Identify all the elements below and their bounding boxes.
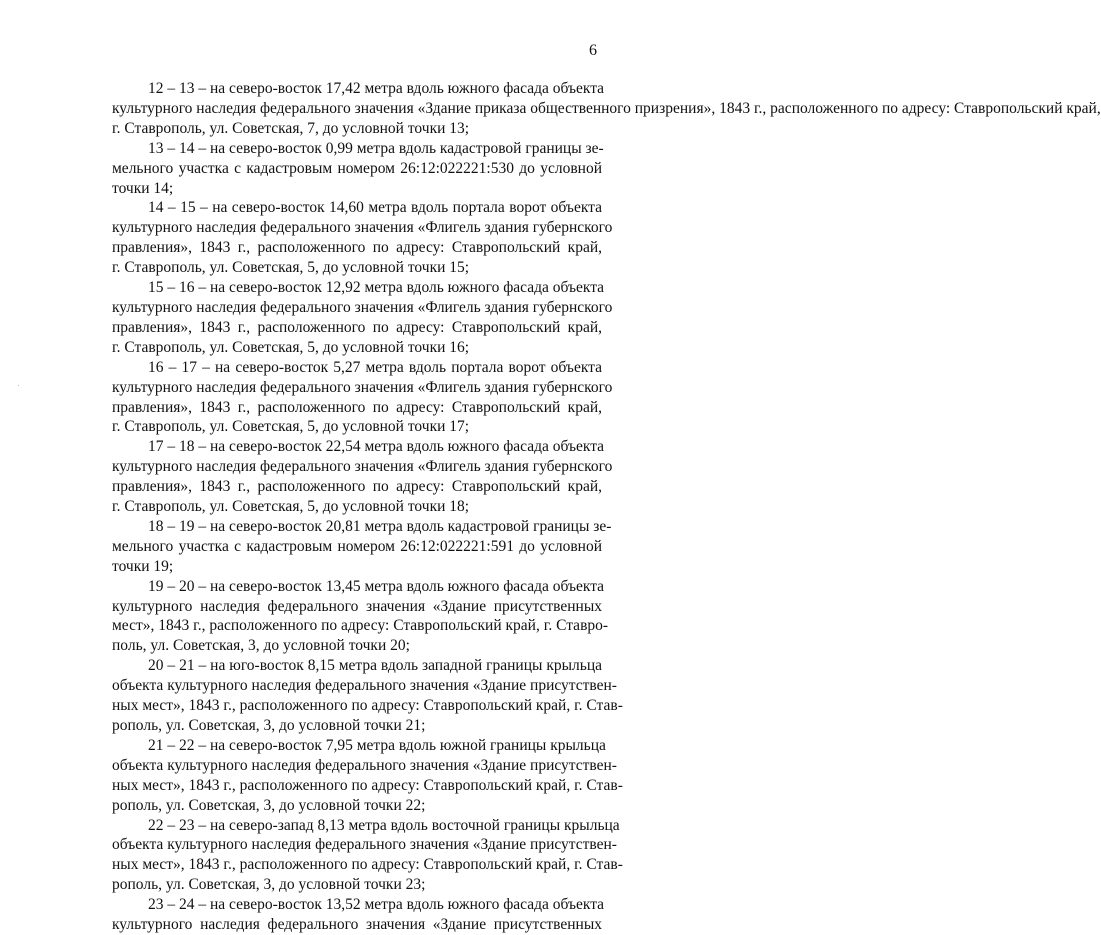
text-line: 12 – 13 – на северо-восток 17,42 метра вдоль южного фасада объекта	[148, 80, 605, 97]
text-line: объекта культурного наследия федерального значения «Здание присутствен-	[112, 677, 617, 695]
text-line: 14 – 15 – на северо-восток 14,60 метра вдоль портала ворот объекта	[148, 199, 602, 217]
text-line: культурного наследия федерального значения «Флигель здания губернского	[112, 298, 613, 316]
text-line: мест», 1843 г., расположенного по адресу: Ставропольский край, г. Ставро-	[112, 617, 609, 635]
paragraph	[112, 577, 609, 657]
text-line: 22 – 23 – на северо-запад 8,13 метра вдоль восточной границы крыльца	[148, 816, 620, 834]
text-line: г. Ставрополь, ул. Советская, 5, до условной точки 16;	[112, 338, 470, 356]
paragraph	[112, 517, 612, 577]
paragraph	[112, 736, 623, 816]
text-line: рополь, ул. Советская, 3, до условной точки 22;	[112, 796, 426, 814]
paragraph	[112, 139, 602, 199]
text-line: правления», 1843 г., расположенного по адресу: Ставропольский край,	[112, 478, 602, 496]
page-number: 6	[589, 42, 597, 59]
text-line: рополь, ул. Советская, 3, до условной точки 23;	[112, 876, 426, 894]
text-line: правления», 1843 г., расположенного по адресу: Ставропольский край,	[112, 318, 602, 336]
text-line: г. Ставрополь, ул. Советская, 5, до условной точки 17;	[112, 418, 470, 436]
text-line: 19 – 20 – на северо-восток 13,45 метра вдоль южного фасада объекта	[148, 577, 605, 595]
text-line: культурного наследия федерального значения «Здание присутственных	[112, 916, 602, 934]
text-line: 23 – 24 – на северо-восток 13,52 метра вдоль южного фасада объекта	[148, 896, 605, 914]
paragraph	[112, 656, 623, 736]
text-line: культурного наследия федерального значения «Здание присутственных	[112, 597, 602, 615]
text-line: культурного наследия федерального значения «Флигель здания губернского	[112, 378, 613, 396]
text-line: 13 – 14 – на северо-восток 0,99 метра вдоль кадастровой границы зе-	[148, 139, 604, 157]
text-line: правления», 1843 г., расположенного по адресу: Ставропольский край,	[112, 398, 602, 416]
document-body	[112, 79, 1101, 935]
text-line: культурного наследия федерального значения «Флигель здания губернского	[112, 219, 613, 237]
text-line: г. Ставрополь, ул. Советская, 5, до условной точки 15;	[112, 259, 470, 277]
paragraph	[112, 895, 605, 935]
text-line: объекта культурного наследия федерального значения «Здание присутствен-	[112, 756, 617, 774]
text-line: г. Ставрополь, ул. Советская, 7, до условной точки 13;	[112, 119, 470, 137]
text-line: 18 – 19 – на северо-восток 20,81 метра вдоль кадастровой границы зе-	[148, 517, 612, 535]
text-line: поль, ул. Советская, 3, до условной точки 20;	[112, 637, 410, 655]
paragraph	[112, 79, 1101, 139]
paragraph	[112, 816, 623, 896]
text-line: мельного участка с кадастровым номером 26:12:022221:530 до условной	[112, 159, 602, 177]
text-line: мельного участка с кадастровым номером 26:12:022221:591 до условной	[112, 537, 602, 555]
text-line: ных мест», 1843 г., расположенного по адресу: Ставропольский край, г. Став-	[112, 697, 623, 715]
text-line: культурного наследия федерального значения «Флигель здания губернского	[112, 458, 613, 476]
text-line: 17 – 18 – на северо-восток 22,54 метра вдоль южного фасада объекта	[148, 438, 605, 456]
paragraph	[112, 358, 613, 438]
text-line: точки 19;	[112, 557, 174, 575]
text-line: рополь, ул. Советская, 3, до условной точки 21;	[112, 717, 426, 734]
paragraph	[112, 198, 613, 278]
text-line: точки 14;	[112, 179, 174, 197]
text-line: г. Ставрополь, ул. Советская, 5, до условной точки 18;	[112, 498, 470, 516]
text-line: правления», 1843 г., расположенного по адресу: Ставропольский край,	[112, 239, 602, 257]
text-line: 15 – 16 – на северо-восток 12,92 метра вдоль южного фасада объекта	[148, 279, 605, 297]
text-line: ных мест», 1843 г., расположенного по адресу: Ставропольский край, г. Став-	[112, 856, 623, 874]
text-line: 16 – 17 – на северо-восток 5,27 метра вдоль портала ворот объекта	[148, 358, 602, 376]
text-line: 20 – 21 – на юго-восток 8,15 метра вдоль западной границы крыльца	[148, 657, 602, 675]
text-line: ных мест», 1843 г., расположенного по адресу: Ставропольский край, г. Став-	[112, 776, 623, 794]
text-line: объекта культурного наследия федерального значения «Здание присутствен-	[112, 836, 617, 854]
text-line: 21 – 22 – на северо-восток 7,95 метра вдоль южной границы крыльца	[148, 736, 606, 754]
scan-speck	[18, 385, 19, 386]
paragraph	[112, 437, 613, 517]
paragraph	[112, 278, 613, 358]
text-line: культурного наследия федерального значения «Здание приказа общественного призрения», 1843 г., расположенного по адресу: Ставропольский край,	[112, 99, 1101, 117]
